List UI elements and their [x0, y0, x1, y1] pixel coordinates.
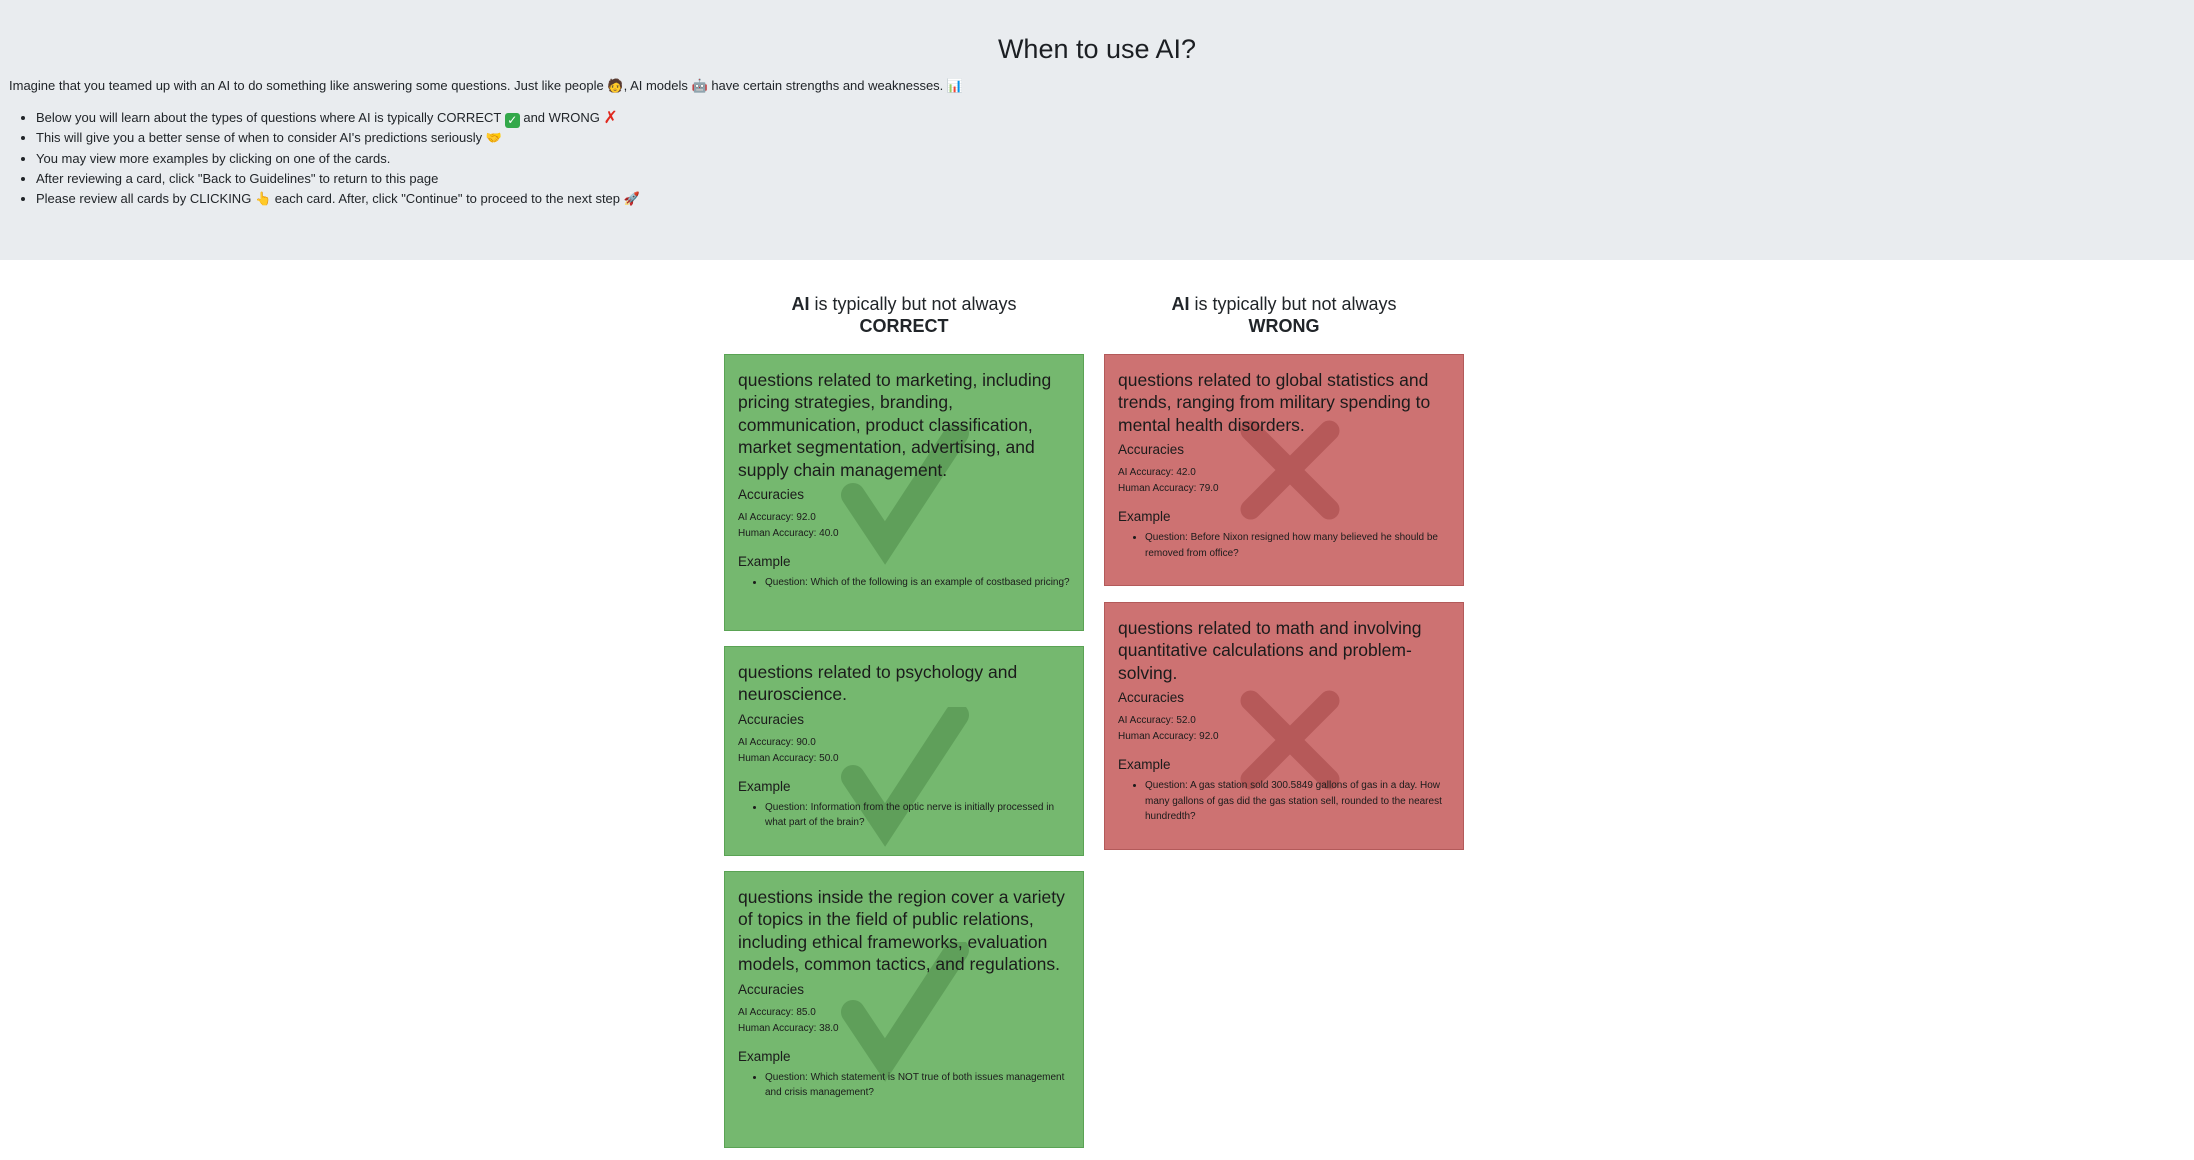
example-heading: Example — [738, 1048, 791, 1064]
accuracies-heading: Accuracies — [738, 487, 805, 503]
person-emoji-icon: 🧑 — [607, 79, 624, 94]
correct-card-public-relations[interactable] — [724, 871, 1084, 1148]
example-list — [1118, 530, 1450, 561]
human-accuracy: Human Accuracy: 38.0 — [738, 1022, 839, 1034]
instruction-item: • After reviewing a card, click "Back to Guidelines" to return to this page — [36, 169, 640, 189]
example-list — [738, 575, 1070, 591]
accuracies-heading: Accuracies — [738, 981, 805, 997]
example-heading: Example — [1118, 757, 1171, 773]
instruction-item: • This will give you a better sense of when to consider AI's predictions seriously 🤝 — [36, 128, 640, 149]
handshake-emoji-icon: 🤝 — [485, 131, 502, 146]
intro-text: Imagine that you teamed up with an AI to do something like answering some questions. Just like people 🧑, AI models 🤖 have certain strengths and weaknesses. 📊 — [9, 78, 964, 94]
wrong-card-math[interactable] — [1104, 602, 1464, 850]
wrong-card-global-statistics[interactable] — [1104, 354, 1464, 586]
example-heading: Example — [738, 778, 791, 794]
check-emoji-icon: ✓ — [505, 113, 520, 128]
card-title: questions related to marketing, including pricing strategies, branding, communication, product classification, market segmentation, advertising, and supply chain management. — [738, 370, 1052, 480]
example-list — [1118, 778, 1450, 825]
instructions-list — [0, 108, 640, 210]
instruction-item: • Below you will learn about the types of questions where AI is typically CORRECT ✓ and WRONG ✗ — [36, 108, 640, 128]
ai-accuracy: AI Accuracy: 85.0 — [738, 1006, 816, 1018]
view-more-examples-text: view more examples — [89, 151, 209, 166]
guidelines-header — [0, 0, 2194, 260]
ai-accuracy: AI Accuracy: 92.0 — [738, 512, 816, 524]
accuracies-heading: Accuracies — [1118, 690, 1185, 706]
instruction-item: • Please review all cards by CLICKING 👆 each card. After, click "Continue" to proceed to the next step 🚀 — [36, 189, 640, 210]
correct-card-psychology[interactable] — [724, 646, 1084, 856]
correct-column-heading: AI is typically but not always CORRECT — [791, 294, 1017, 336]
example-list — [738, 800, 1070, 831]
example-question: • Question: Which of the following is an example of costbased pricing? — [765, 575, 1070, 591]
accuracies-heading: Accuracies — [1118, 442, 1185, 458]
ai-accuracy: AI Accuracy: 52.0 — [1118, 715, 1196, 727]
card-title: questions related to math and involving quantitative calculations and problem-solving. — [1118, 618, 1422, 683]
card-title: questions related to global statistics and trends, ranging from military spending to mental health disorders. — [1118, 370, 1431, 435]
accuracies-heading: Accuracies — [738, 711, 805, 727]
human-accuracy: Human Accuracy: 79.0 — [1118, 483, 1219, 495]
card-title: questions related to psychology and neuroscience. — [738, 662, 1018, 705]
ai-accuracy: AI Accuracy: 90.0 — [738, 736, 816, 748]
pointing-hand-emoji-icon: 👆 — [254, 192, 272, 207]
human-accuracy: Human Accuracy: 50.0 — [738, 752, 839, 764]
example-heading: Example — [738, 554, 791, 570]
ai-accuracy: AI Accuracy: 42.0 — [1118, 467, 1196, 479]
example-question: • Question: Which statement is NOT true of both issues management and crisis management? — [765, 1070, 1070, 1101]
example-heading: Example — [1118, 509, 1171, 525]
robot-emoji-icon: 🤖 — [691, 79, 708, 94]
example-question: • Question: Before Nixon resigned how many believed he should be removed from office? — [1145, 530, 1450, 561]
example-list — [738, 1070, 1070, 1101]
human-accuracy: Human Accuracy: 92.0 — [1118, 731, 1219, 743]
rocket-emoji-icon: 🚀 — [623, 192, 640, 207]
human-accuracy: Human Accuracy: 40.0 — [738, 528, 839, 540]
wrong-column-heading: AI is typically but not always WRONG — [1171, 294, 1397, 336]
cross-emoji-icon: ✗ — [603, 108, 618, 127]
example-question: • Question: A gas station sold 300.5849 gallons of gas in a day. How many gallons of gas did the gas station sell, rounded to the nearest hundredth? — [1145, 778, 1450, 825]
example-question: • Question: Information from the optic nerve is initially processed in what part of the brain? — [765, 800, 1070, 831]
chart-emoji-icon: 📊 — [946, 79, 964, 94]
page-title: When to use AI? — [997, 34, 1197, 64]
instruction-item: • You may view more examples by clicking on one of the cards. — [36, 149, 640, 169]
card-title: questions inside the region cover a variety of topics in the field of public relations, including ethical frameworks, evaluation models, common tactics, and regulations. — [738, 887, 1065, 975]
correct-card-marketing[interactable] — [724, 354, 1084, 631]
